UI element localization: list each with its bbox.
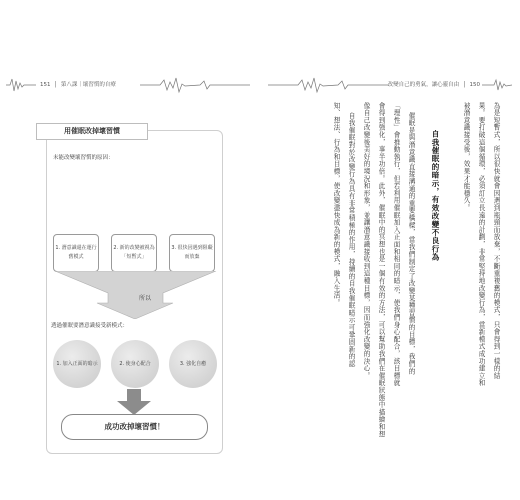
left-page bbox=[0, 60, 261, 460]
body-text-line: 果。要打破這個循環，必須訂立長遠的計劃，非常堅持地改變行為，當新模式成功建立和 bbox=[477, 102, 485, 387]
methods-heading: 透過催眠要潛意識接受新模式： bbox=[51, 323, 129, 329]
method-circle: 1. 加入正面的暗示 bbox=[53, 340, 101, 388]
reason-box: 3. 很快因遇到阻礙而放棄 bbox=[169, 234, 215, 272]
diagram-title: 用催眠改掉壞習慣 bbox=[36, 123, 148, 140]
waveform-decoration bbox=[482, 76, 512, 94]
down-arrow-icon bbox=[117, 389, 151, 415]
running-header-right: 改變自己的勇氣，讓心靈自由 │ 150 bbox=[387, 82, 480, 88]
book-section-title: 改變自己的勇氣，讓心靈自由 bbox=[387, 82, 460, 88]
running-header-left: 151 │ 第八課｜壞習慣的自療 bbox=[40, 82, 116, 88]
section-heading: 自我催眠的暗示，有效改變不良行為 bbox=[431, 130, 440, 262]
diagram-frame bbox=[46, 130, 223, 454]
body-text-line: 催眠是與潛意識直接溝通的重要橋樑，當我們制定了改變某種習慣的目標，我們的 bbox=[407, 112, 415, 375]
waveform-decoration bbox=[6, 76, 36, 94]
method-circle: 3. 強化自癒 bbox=[169, 340, 217, 388]
body-text-line: 「理性」會推動執行，但若利用催眠加入正面和相同的暗示，使我們身心配合，該目標就 bbox=[392, 102, 400, 387]
body-text-line: 為是短暫式，所以很快就會因遇到瓶頸而放棄，不斷重複舊的模式，只會得到一樣的結 bbox=[492, 102, 500, 380]
body-text-line: 自我催眠對於改變行為具有非常積極的作用，持續的自我催眠暗示可鞏固新的認 bbox=[347, 112, 355, 368]
method-circle: 2. 使身心配合 bbox=[111, 340, 159, 388]
body-text-line: 會得到強化，事半功倍。此外，催眠中的冥想也是一個有效的方法，可以幫助我們在催眠狀態中描繪和想 bbox=[377, 102, 385, 438]
reasons-heading: 未能改變壞習慣的原因： bbox=[53, 155, 114, 161]
waveform-decoration bbox=[268, 76, 388, 94]
body-text-line: 像自己改變後美好的境況和形象，並讓潛意識接收到這種目標，因而強化改變的決心。 bbox=[362, 102, 370, 380]
merge-arrow bbox=[53, 271, 218, 319]
reason-box: 2. 新的改變被視為「短暫式」 bbox=[111, 234, 157, 272]
reason-box: 1. 潛意識還在運行舊模式 bbox=[53, 234, 99, 272]
so-label: 所以 bbox=[139, 295, 152, 302]
waveform-decoration bbox=[140, 76, 250, 94]
right-page bbox=[260, 60, 520, 460]
page-number: 151 bbox=[40, 82, 51, 88]
body-text-line: 被潛意識接受後，效果才能穩久。 bbox=[462, 102, 470, 212]
result-box: 成功改掉壞習慣！ bbox=[61, 414, 208, 440]
chapter-title: 第八課｜壞習慣的自療 bbox=[60, 82, 116, 88]
body-text-line: 知、想法、行為和目標，使改變盡快成為新的模式，融入生活。 bbox=[332, 102, 340, 307]
page-number: 150 bbox=[469, 82, 480, 88]
